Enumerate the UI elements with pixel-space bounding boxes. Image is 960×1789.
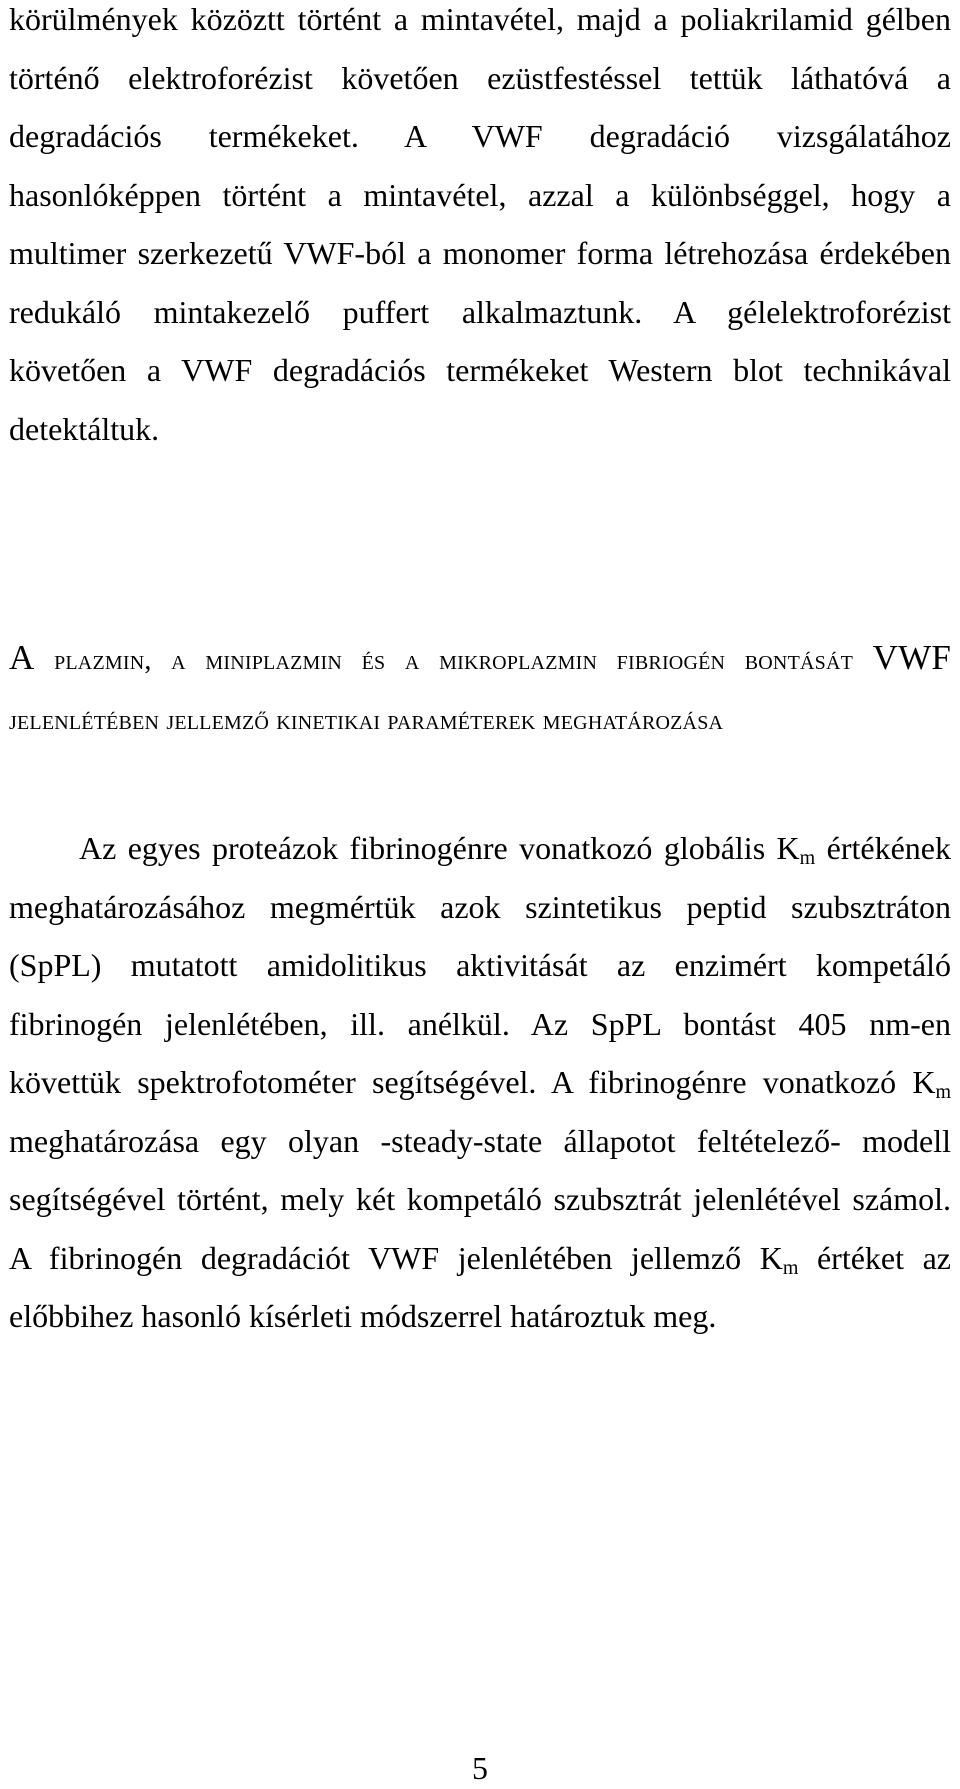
paragraph-2-segment-4: értéket az előbbihez hasonló kísérleti módszerrel határoztuk meg.: [9, 1239, 952, 1334]
section-heading: [9, 628, 951, 751]
km-subscript-3: m: [782, 1256, 799, 1279]
page-number: 5: [472, 1750, 488, 1786]
heading-text-part2: jelenlétében jellemző kinetikai paraméterek meghatározása: [9, 705, 724, 736]
paragraph-2-segment-2: értékének meghatározásához megmértük azok szintetikus peptid szubsztráton (SpPL) mutatott amidolitikus aktivitását az enzimért kompetáló fibrinogén jelenlétében, ill. anélkül. Az SpPL bontást 405 nm-en követtük spektrofotométer segítségével. A fibrinogénre vonatkozó K: [9, 830, 952, 1100]
paragraph-2-segment-3: meghatározása egy olyan -steady-state állapotot feltételező- modell segítségével történt, mely két kompetáló szubsztrát jelenlétével számol. A fibrinogén degradációt VWF jelenlétében jellemző K: [9, 1122, 951, 1276]
body-paragraph-2: [9, 819, 951, 1346]
km-subscript-1: m: [799, 847, 816, 869]
heading-text-part1: plazmin, a miniplazmin és a mikroplazmin fibriogén bontását: [34, 645, 873, 676]
body-paragraph-1: [9, 0, 951, 458]
heading-vwf: VWF: [872, 638, 951, 677]
km-subscript-2: m: [935, 1081, 951, 1103]
paragraph-2-segment-1: Az egyes proteázok fibrinogénre vonatkozó globális K: [79, 830, 800, 866]
paragraph-1-text: körülmények közöztt történt a mintavétel, majd a poliakrilamid gélben történő elektroforézist követően ezüstfestéssel tettük láthatóvá a degradációs termékeket. A VWF degradáció vizsgálatához hasonlóképpen történt a mintavétel, azzal a különbséggel, hogy a multimer szerkezetű VWF-ból a monomer forma létrehozása érdekében redukáló mintakezelő puffert alkalmaztunk. A gélelektroforézist követően a VWF degradációs termékeket Western blot technikával detektáltuk.: [9, 1, 951, 447]
heading-initial: A: [9, 638, 35, 677]
